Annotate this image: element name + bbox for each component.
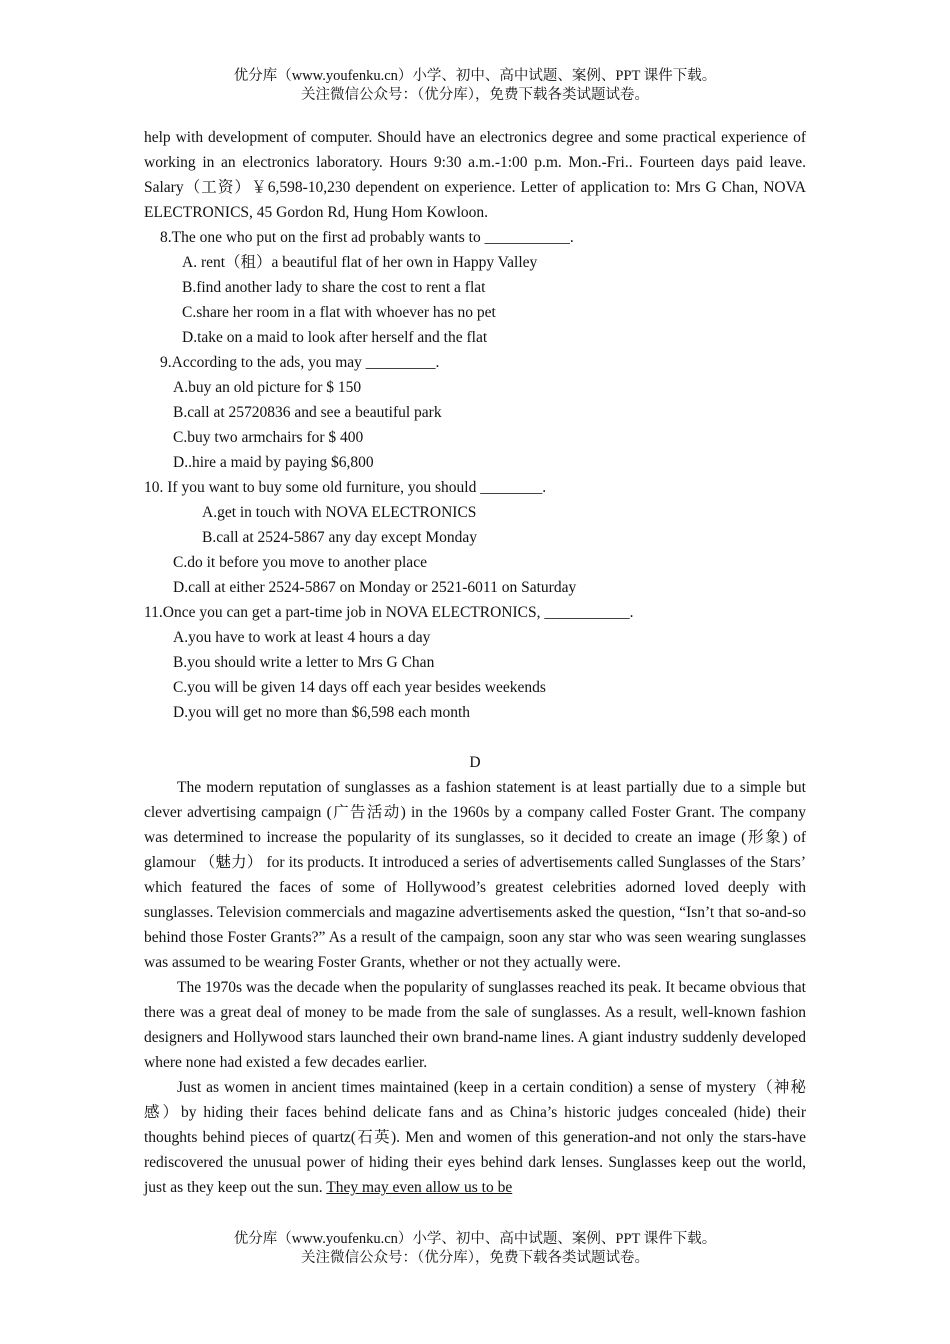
passage-paragraph-3: [144, 1075, 806, 1200]
footer-line-2: 关注微信公众号：（优分库），免费下载各类试题试卷。: [301, 1250, 649, 1266]
question-11-option-c: C.you will be given 14 days off each year besides weekends: [173, 679, 546, 696]
header-line-1: 优分库（www.youfenku.cn）小学、初中、高中试题、案例、PPT 课件下载。: [233, 68, 717, 84]
footer-line-1: 优分库（www.youfenku.cn）小学、初中、高中试题、案例、PPT 课件下载。: [233, 1231, 717, 1247]
question-8-option-d: D.take on a maid to look after herself and the flat: [182, 329, 488, 346]
question-9-option-c: C.buy two armchairs for $ 400: [173, 429, 364, 446]
header-line-2: 关注微信公众号：（优分库），免费下载各类试题试卷。: [301, 87, 649, 103]
question-10-option-d: D.call at either 2524-5867 on Monday or 2521-6011 on Saturday: [173, 579, 577, 596]
question-10-option-a: A.get in touch with NOVA ELECTRONICS: [202, 504, 477, 521]
question-9-option-b: B.call at 25720836 and see a beautiful park: [173, 404, 442, 421]
passage-paragraph-2: The 1970s was the decade when the popularity of sunglasses reached its peak. It became obvious that there was a great deal of money to be made from the sale of sunglasses. As a result, well-known fashion designers and Hollywood stars launched their own brand-name lines. A giant industry suddenly developed where none had existed a few decades earlier.: [144, 979, 806, 1071]
question-11-stem: 11.Once you can get a part-time job in NOVA ELECTRONICS, ___________.: [144, 604, 634, 621]
question-9-option-d: D..hire a maid by paying $6,800: [173, 454, 374, 471]
question-8-option-c: C.share her room in a flat with whoever has no pet: [182, 304, 496, 321]
question-9-stem: 9.According to the ads, you may _________.: [160, 354, 440, 371]
page-footer: [0, 1230, 950, 1268]
question-10-option-b: B.call at 2524-5867 any day except Monday: [202, 529, 478, 546]
question-10-option-c: C.do it before you move to another place: [173, 554, 427, 571]
question-9-option-a: A.buy an old picture for $ 150: [173, 379, 362, 396]
question-11-option-d: D.you will get no more than $6,598 each month: [173, 704, 471, 721]
question-10-stem: 10. If you want to buy some old furniture, you should ________.: [144, 479, 547, 496]
question-8-stem: 8.The one who put on the first ad probably wants to ___________.: [160, 229, 574, 246]
question-8-option-b: B.find another lady to share the cost to rent a flat: [182, 279, 486, 296]
question-11-option-b: B.you should write a letter to Mrs G Chan: [173, 654, 435, 671]
underlined-sentence: They may even allow us to be: [326, 1179, 513, 1196]
question-8-option-a: A. rent（租）a beautiful flat of her own in Happy Valley: [182, 254, 538, 271]
ad-paragraph: help with development of computer. Should have an electronics degree and some practical experience of working in an electronics laboratory. Hours 9:30 a.m.-1:00 p.m. Mon.-Fri.. Fourteen days paid leave. Salary（工资）￥6,598-10,230 dependent on experience. Letter of application to: Mrs G Chan, NOVA ELECTRONICS, 45 Gordon Rd, Hung Hom Kowloon.: [144, 129, 806, 221]
question-11-option-a: A.you have to work at least 4 hours a day: [173, 629, 431, 646]
section-d-title: D: [469, 754, 481, 771]
passage-paragraph-1: The modern reputation of sunglasses as a fashion statement is at least partially due to a simple but clever advertising campaign (广告活动) in the 1960s by a company called Foster Grant. The company was determined to increase the popularity of its sunglasses, so it decided to create an image (形象) of glamour （魅力） for its products. It introduced a series of advertisements called Sunglasses of the Stars’ which featured the faces of some of Hollywood’s greatest celebrities adorned loved deeply with sunglasses. Television commercials and magazine advertisements asked the question, “Isn’t that so-and-so behind those Foster Grants?” As a result of the campaign, soon any star who was seen wearing sunglasses was assumed to be wearing Foster Grants, whether or not they actually were.: [144, 779, 806, 971]
passage-paragraph-3-text: Just as women in ancient times maintained (keep in a certain condition) a sense of mystery（神秘感）by hiding their faces behind delicate fans and as China’s historic judges concealed (hide) their thoughts behind pieces of quartz(石英). Men and women of this generation-and not only the stars-have rediscovered the unusual power of hiding their eyes behind dark lenses. Sunglasses keep out the world, just as they keep out the sun.: [144, 1079, 806, 1196]
page-header: [0, 67, 950, 105]
document-body: [144, 125, 806, 1200]
